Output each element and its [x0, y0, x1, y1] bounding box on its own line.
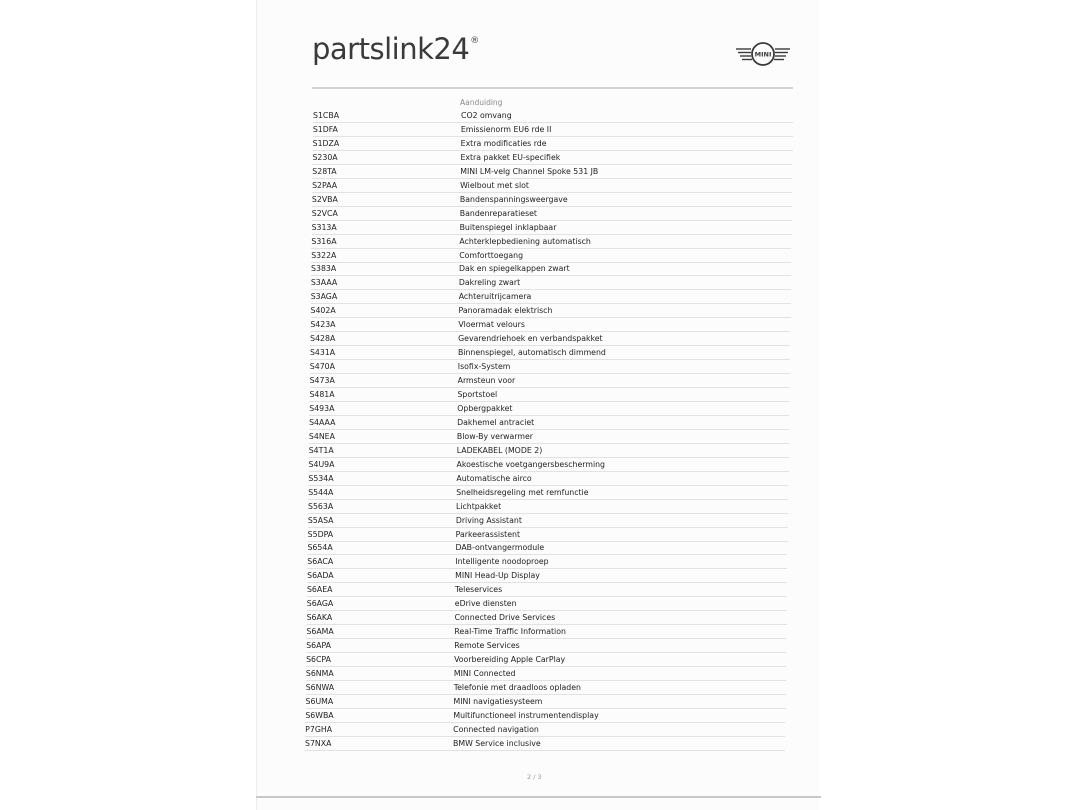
option-code: S313A	[311, 222, 337, 232]
row-divider	[308, 513, 788, 514]
table-row	[312, 209, 802, 222]
option-description: Panoramadak elektrisch	[458, 306, 553, 316]
option-description: Dakhemel antraciet	[457, 417, 535, 427]
row-divider	[312, 206, 792, 207]
option-description: Binnenspiegel, automatisch dimmend	[457, 348, 606, 358]
row-divider	[313, 136, 793, 137]
table-row	[313, 125, 803, 138]
option-description: Connected Drive Services	[454, 613, 556, 623]
option-description: Teleservices	[454, 585, 503, 595]
table-row	[309, 418, 799, 431]
table-row	[307, 613, 797, 626]
table-row	[305, 739, 795, 752]
table-row	[306, 669, 796, 682]
row-divider	[306, 652, 786, 653]
table-row	[308, 502, 798, 515]
table-row	[310, 320, 800, 333]
option-code: S544A	[308, 487, 334, 497]
table-row	[312, 153, 802, 166]
table-row	[309, 460, 799, 473]
option-code: S230A	[312, 152, 338, 162]
table-row	[306, 697, 796, 710]
option-code: S654A	[307, 543, 333, 553]
row-divider	[311, 275, 791, 276]
option-description: MINI Connected	[453, 669, 516, 678]
row-divider	[308, 485, 788, 486]
option-description: MINI LM-velg Channel Spoke 531 JB	[460, 166, 599, 176]
option-description: Achterklepbediening automatisch	[459, 236, 591, 246]
page-number: 2 / 3	[527, 773, 542, 781]
option-code: S7NXA	[305, 738, 332, 748]
table-row	[305, 725, 795, 738]
option-code: S5DPA	[307, 529, 334, 539]
option-description: Extra pakket EU-specifiek	[460, 152, 561, 162]
option-description: Automatische airco	[456, 473, 532, 483]
option-code: S6CPA	[306, 655, 331, 665]
option-description: Extra modificaties rde	[460, 138, 547, 148]
option-code: S4AAA	[309, 417, 336, 427]
option-description: Multifunctioneel instrumentendisplay	[453, 710, 599, 720]
option-code: S481A	[309, 390, 335, 399]
trademark-mark: ®	[470, 36, 479, 46]
row-divider	[311, 303, 791, 304]
table-row	[307, 557, 797, 570]
option-code: S322A	[311, 250, 337, 260]
row-divider	[310, 387, 790, 388]
option-code: S473A	[309, 376, 335, 386]
table-row	[312, 181, 802, 194]
option-code: S6AMA	[306, 627, 334, 637]
table-row	[307, 599, 797, 612]
table-row	[311, 306, 801, 319]
row-divider	[309, 415, 789, 416]
row-divider	[310, 345, 790, 346]
option-description: Real-Time Traffic Information	[454, 627, 566, 637]
table-row	[312, 195, 802, 208]
table-row	[311, 278, 801, 291]
row-divider	[308, 541, 788, 542]
option-description: Telefonie met draadloos opladen	[453, 682, 581, 692]
table-row	[311, 237, 801, 250]
row-divider	[307, 582, 787, 583]
option-code: S1CBA	[313, 111, 340, 120]
option-code: S2PAA	[312, 180, 338, 190]
row-divider	[307, 568, 787, 569]
table-row	[308, 516, 798, 529]
option-code: S6ADA	[307, 571, 334, 581]
option-code: P7GHA	[305, 724, 333, 734]
option-code: S6AEA	[306, 585, 333, 595]
option-description: Buitenspiegel inklapbaar	[459, 222, 557, 232]
table-row	[307, 571, 797, 584]
option-code: S4T1A	[308, 445, 334, 455]
option-code: S2VCA	[311, 208, 338, 218]
table-row	[311, 251, 801, 264]
table-row	[311, 292, 801, 305]
row-divider	[310, 331, 790, 332]
option-code: S3AGA	[310, 292, 338, 302]
row-divider	[309, 443, 789, 444]
table-row	[307, 543, 797, 556]
option-code: S431A	[309, 348, 336, 358]
table-row	[308, 474, 798, 487]
row-divider	[311, 262, 791, 263]
option-description: Dakreling zwart	[458, 278, 521, 288]
table-row	[312, 223, 802, 236]
row-divider	[306, 694, 786, 695]
option-code: S563A	[308, 501, 334, 511]
option-code: S402A	[310, 306, 336, 316]
row-divider	[309, 457, 789, 458]
option-code: S4U9A	[308, 459, 335, 469]
table-row	[308, 488, 798, 501]
option-code: S1DZA	[312, 138, 340, 148]
column-header-aanduiding: Aanduiding	[460, 98, 503, 107]
option-description: Blow-By verwarmer	[456, 431, 533, 441]
option-description: Achteruitrijcamera	[458, 292, 532, 302]
option-description: Dak en spiegelkappen zwart	[459, 264, 570, 274]
row-divider	[306, 666, 786, 667]
table-row	[310, 334, 800, 347]
option-description: eDrive diensten	[454, 599, 517, 609]
option-description: Comforttoegang	[459, 250, 524, 260]
option-description: Opbergpakket	[457, 403, 513, 413]
option-code: S6APA	[306, 641, 332, 651]
row-divider	[312, 192, 792, 193]
row-divider	[310, 359, 790, 360]
option-description: Bandenreparatieset	[459, 208, 537, 218]
option-description: Armsteun voor	[457, 376, 516, 386]
row-divider	[309, 429, 789, 430]
option-description: Isofix-System	[457, 362, 511, 372]
table-row	[309, 446, 799, 459]
option-description: Parkeerassistent	[455, 529, 521, 539]
option-code: S423A	[310, 320, 336, 330]
table-row	[310, 362, 800, 375]
option-description: Akoestische voetgangersbescherming	[456, 459, 606, 469]
option-code: S6AKA	[306, 613, 333, 623]
table-row	[306, 641, 796, 654]
row-divider	[308, 499, 788, 500]
table-row	[309, 404, 799, 417]
option-description: Lichtpakket	[456, 501, 502, 511]
table-row	[306, 655, 796, 668]
option-description: Gevarendriehoek en verbandspakket	[458, 334, 603, 344]
row-divider	[306, 680, 786, 681]
option-description: Driving Assistant	[455, 515, 522, 525]
table-row	[312, 167, 802, 180]
option-code: S28TA	[312, 166, 337, 176]
table-row	[309, 432, 799, 445]
table-row	[313, 139, 803, 152]
option-description: Emissienorm EU6 rde II	[460, 124, 552, 134]
option-code: S316A	[311, 236, 337, 246]
option-description: DAB-ontvangermodule	[455, 543, 545, 553]
table-row	[310, 376, 800, 389]
option-code: S6WBA	[305, 710, 334, 720]
table-row	[309, 390, 799, 403]
table-row	[307, 585, 797, 598]
row-divider	[313, 150, 793, 151]
row-divider	[313, 122, 793, 123]
option-description: Snelheidsregeling met remfunctie	[456, 487, 589, 497]
option-description: Sportstoel	[457, 390, 498, 399]
option-code: S470A	[309, 362, 335, 372]
row-divider	[312, 164, 792, 165]
row-divider	[311, 248, 791, 249]
table-row	[306, 627, 796, 640]
option-code: S4NEA	[308, 431, 335, 441]
table-row	[311, 264, 801, 277]
option-code: S6AGA	[306, 599, 334, 609]
row-divider	[307, 596, 787, 597]
row-divider	[306, 708, 786, 709]
row-divider	[307, 610, 787, 611]
row-divider	[307, 624, 787, 625]
row-divider	[310, 373, 790, 374]
brand-name: partslink24	[312, 32, 470, 66]
option-description: Remote Services	[454, 641, 520, 651]
row-divider	[305, 722, 785, 723]
row-divider	[312, 178, 792, 179]
row-divider	[311, 289, 791, 290]
option-code: S1DFA	[312, 124, 338, 134]
option-description: LADEKABEL (MODE 2)	[456, 445, 543, 455]
row-divider	[312, 220, 792, 221]
option-description: MINI navigatiesysteem	[453, 696, 543, 706]
page-bottom-edge	[256, 796, 821, 798]
table-row	[313, 111, 803, 124]
table-row	[306, 683, 796, 696]
table-row	[305, 711, 795, 724]
option-description: Bandenspanningsweergave	[459, 194, 568, 204]
row-divider	[309, 471, 789, 472]
option-code: S6NMA	[305, 669, 334, 678]
option-code: S428A	[310, 334, 336, 344]
row-divider	[306, 638, 786, 639]
row-divider	[307, 554, 787, 555]
option-description: Connected navigation	[453, 724, 539, 734]
option-description: BMW Service inclusive	[453, 738, 541, 748]
option-description: MINI Head-Up Display	[455, 571, 540, 581]
option-code: S493A	[309, 403, 335, 413]
option-code: S534A	[308, 473, 334, 483]
row-divider	[305, 736, 785, 737]
option-code: S6UMA	[305, 696, 334, 706]
row-divider	[309, 401, 789, 402]
option-description: Vloermat velours	[458, 320, 525, 330]
row-divider	[311, 317, 791, 318]
option-code: S6NWA	[305, 682, 335, 692]
option-description: Wielbout met slot	[460, 180, 529, 190]
option-code: S3AAA	[310, 278, 338, 288]
mini-logo-text: MINI	[754, 50, 772, 59]
option-code: S6ACA	[307, 557, 334, 567]
option-code: S383A	[311, 264, 337, 274]
option-description: Intelligente noodoproep	[455, 557, 549, 567]
option-code: S5ASA	[307, 515, 334, 525]
option-description: CO2 omvang	[461, 111, 512, 120]
row-divider	[305, 750, 785, 751]
option-description: Voorbereiding Apple CarPlay	[454, 655, 566, 665]
option-code: S2VBA	[311, 194, 338, 204]
row-divider	[308, 527, 788, 528]
table-row	[308, 530, 798, 543]
table-row	[310, 348, 800, 361]
row-divider	[312, 234, 792, 235]
